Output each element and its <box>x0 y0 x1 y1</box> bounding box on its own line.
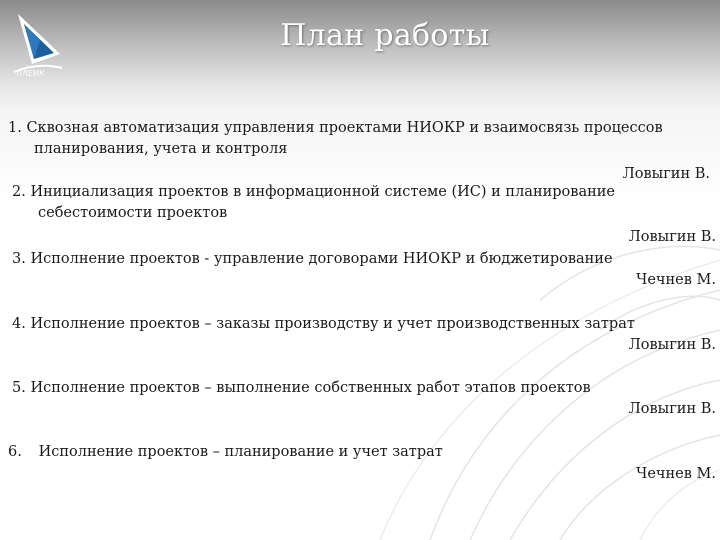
item-owner-5: Ловыгин В. <box>628 401 716 417</box>
item-number: 4. <box>12 316 26 332</box>
item-text-line2: планирования, учета и контроля <box>34 141 288 157</box>
item-text-line1: Исполнение проектов – выполнение собственных работ этапов проектов <box>30 380 591 396</box>
item-number: 5. <box>12 380 26 396</box>
item-owner-2: Ловыгин В. <box>628 229 716 245</box>
item-text-line1: Инициализация проектов в информационной системе (ИС) и планирование <box>30 184 616 200</box>
item-number: 1. <box>8 120 22 136</box>
list-item-4 <box>12 314 635 335</box>
item-text-line1: Исполнение проектов - управление договорами НИОКР и бюджетирование <box>30 251 613 267</box>
logo-text: ЛЛЕИК <box>16 69 45 78</box>
item-text-line1: Исполнение проектов – планирование и учет затрат <box>38 444 443 460</box>
sail-logo-icon <box>10 10 66 78</box>
item-owner-6: Чечнев М. <box>636 466 716 482</box>
item-text-line1: Исполнение проектов – заказы производству и учет производственных затрат <box>30 316 635 332</box>
list-item-3 <box>12 249 613 270</box>
item-owner-3: Чечнев М. <box>636 272 716 288</box>
item-number: 6. <box>8 444 22 460</box>
list-item-5 <box>12 378 591 399</box>
list-item-1 <box>8 118 663 160</box>
list-item-2 <box>12 182 615 224</box>
item-owner-1: Ловыгин В. <box>622 166 710 182</box>
item-number: 2. <box>12 184 26 200</box>
item-number: 3. <box>12 251 26 267</box>
item-text-line1: Сквозная автоматизация управления проектами НИОКР и взаимосвязь процессов <box>26 120 663 136</box>
list-item-6 <box>8 442 443 463</box>
slide-title: План работы <box>280 18 490 53</box>
item-owner-4: Ловыгин В. <box>628 337 716 353</box>
item-text-line2: себестоимости проектов <box>38 205 228 221</box>
